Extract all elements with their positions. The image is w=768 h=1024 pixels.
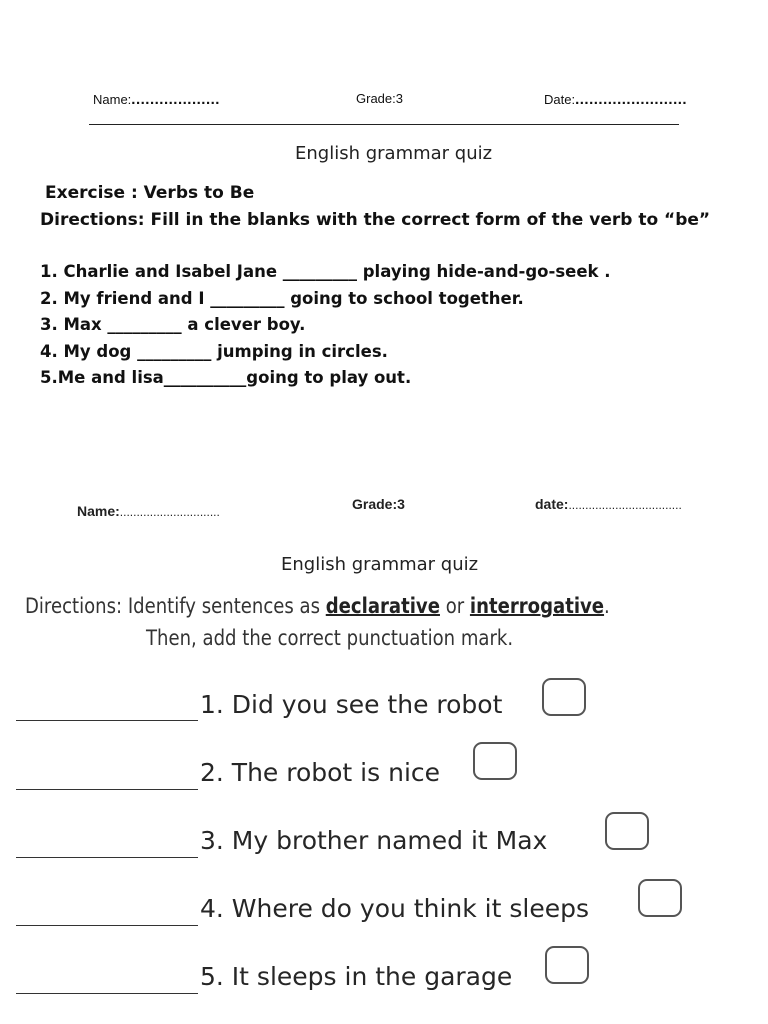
date-field-1 (544, 91, 687, 108)
name-field-2 (77, 503, 220, 519)
interrogative-keyword: interrogative (469, 594, 605, 618)
header-divider (89, 124, 679, 125)
name-blank: .............................. (119, 505, 220, 519)
question-item: 5.Me and lisa__________going to play out. (40, 368, 412, 387)
directions-text: Directions: Identify sentences as (25, 594, 326, 618)
grade-label-2: Grade:3 (352, 496, 405, 512)
punctuation-box[interactable] (605, 812, 649, 850)
punctuation-box[interactable] (545, 946, 589, 984)
directions-text: . (604, 594, 610, 618)
punctuation-box[interactable] (473, 742, 517, 780)
exercise-heading: Exercise : Verbs to Be (45, 183, 255, 203)
directions-line-2: Then, add the correct punctuation mark. (146, 626, 514, 650)
sentence-text: 2. The robot is nice (200, 758, 441, 787)
answer-blank[interactable] (16, 925, 198, 926)
sentence-text: 1. Did you see the robot (200, 690, 503, 719)
sentence-text: 3. My brother named it Max (200, 826, 548, 855)
name-label: Name: (93, 92, 132, 107)
name-label: Name: (77, 503, 120, 519)
date-label: Date: (544, 92, 576, 107)
answer-blank[interactable] (16, 789, 198, 790)
quiz-title-2: English grammar quiz (281, 554, 479, 575)
name-field-1 (93, 91, 220, 108)
name-blank: ................... (131, 91, 220, 108)
declarative-keyword: declarative (325, 594, 440, 618)
date-blank: .................................. (568, 498, 682, 512)
punctuation-box[interactable] (638, 879, 682, 917)
question-item: 2. My friend and I _________ going to school together. (40, 289, 524, 308)
quiz-title-1: English grammar quiz (295, 143, 493, 164)
answer-blank[interactable] (16, 993, 198, 994)
directions-2 (25, 594, 610, 618)
date-field-2 (535, 496, 682, 512)
question-item: 1. Charlie and Isabel Jane _________ playing hide-and-go-seek . (40, 262, 611, 281)
grade-label-1: Grade:3 (356, 91, 403, 106)
answer-blank[interactable] (16, 720, 198, 721)
date-label: date: (535, 496, 569, 512)
directions-1: Directions: Fill in the blanks with the correct form of the verb to “be” (40, 210, 711, 230)
punctuation-box[interactable] (542, 678, 586, 716)
date-blank: ........................ (575, 91, 688, 108)
sentence-text: 5. It sleeps in the garage (200, 962, 513, 991)
question-item: 3. Max _________ a clever boy. (40, 315, 306, 334)
directions-text: or (439, 594, 470, 618)
answer-blank[interactable] (16, 857, 198, 858)
sentence-text: 4. Where do you think it sleeps (200, 894, 589, 923)
question-item: 4. My dog _________ jumping in circles. (40, 342, 388, 361)
